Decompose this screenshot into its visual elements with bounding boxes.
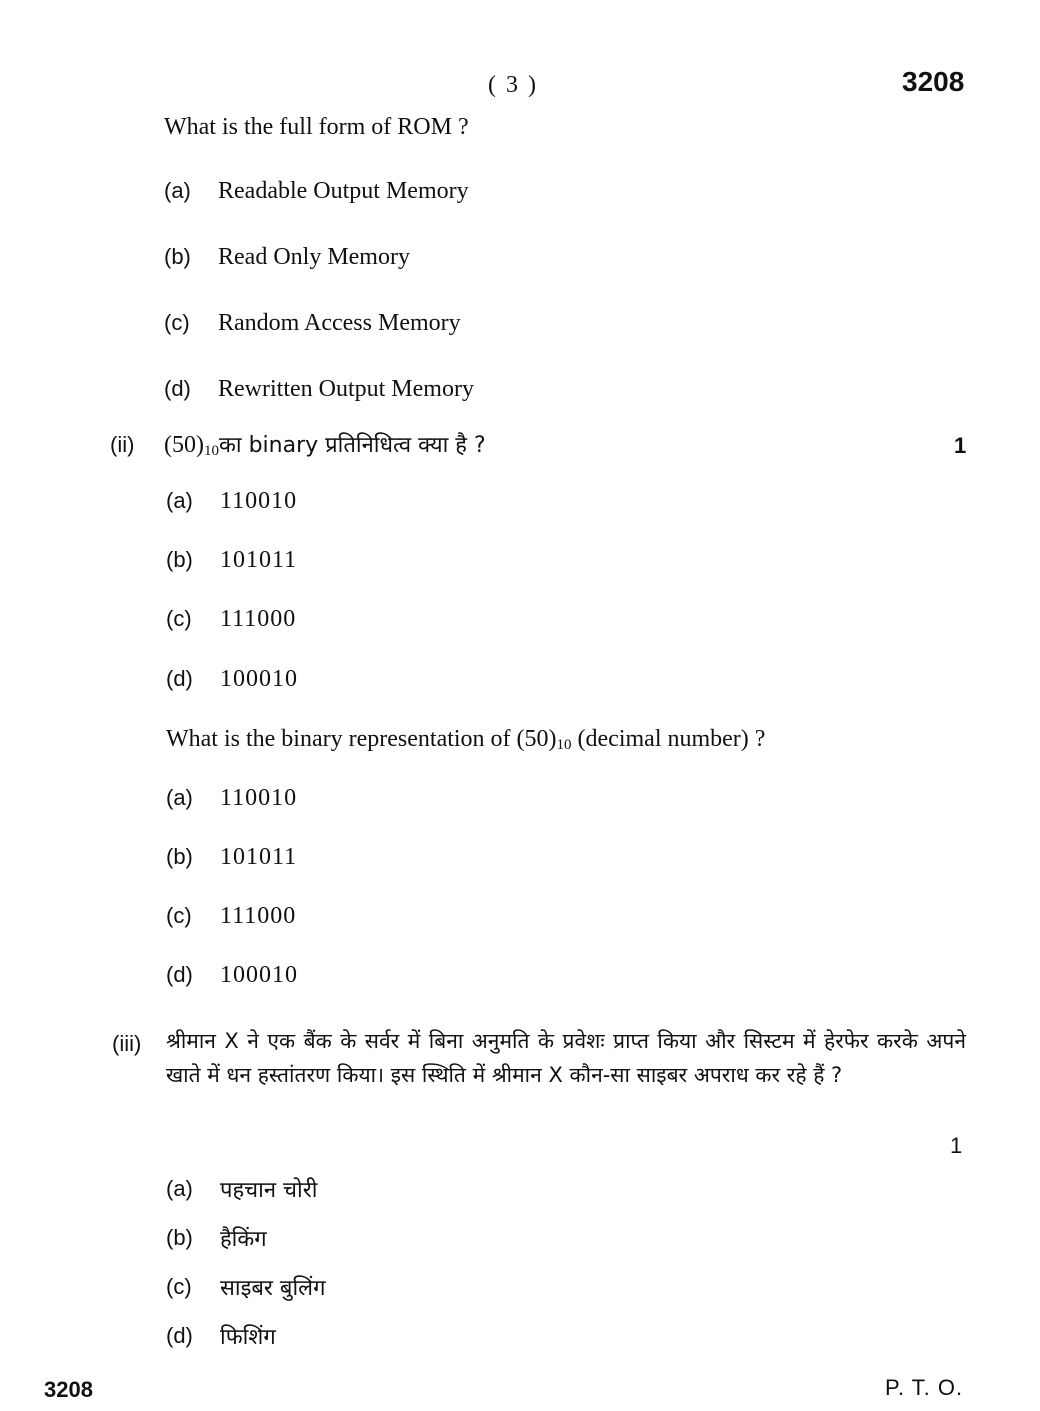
q2-en-rest: (decimal number) ?	[571, 726, 766, 752]
q2-en-prefix: What is the binary representation of (50)	[166, 726, 557, 752]
q1-option-d	[164, 376, 764, 408]
option-text: Readable Output Memory	[218, 178, 469, 204]
q2-hi-prefix: (50)	[164, 432, 204, 458]
option-text: Random Access Memory	[218, 310, 461, 336]
option-text: 100010	[220, 666, 298, 692]
q2-hi-option-d	[166, 666, 766, 698]
option-text: साइबर बुलिंग	[220, 1276, 326, 1301]
option-label: (a)	[164, 178, 191, 203]
q3-option-b	[166, 1223, 766, 1255]
q1-option-b	[164, 244, 764, 276]
paper-code-header: 3208	[902, 66, 965, 97]
option-label: (a)	[166, 785, 193, 810]
option-label: (c)	[164, 310, 190, 335]
q2-question-en	[166, 726, 765, 754]
q2-hi-option-b	[166, 547, 766, 579]
option-text: हैकिंग	[220, 1227, 267, 1252]
option-label: (b)	[166, 844, 193, 869]
option-text: 111000	[220, 606, 297, 632]
option-label: (d)	[166, 1323, 193, 1348]
pto-label: P. T. O.	[885, 1375, 964, 1400]
q2-hi-rest: का binary प्रतिनिधित्व क्या है ?	[218, 433, 486, 458]
q2-en-subscript: 10	[556, 737, 572, 753]
q2-en-option-d	[166, 962, 766, 994]
option-text: पहचान चोरी	[220, 1178, 318, 1203]
option-text: Read Only Memory	[218, 244, 410, 270]
option-text: 110010	[220, 785, 298, 811]
option-label: (c)	[166, 606, 192, 631]
option-label: (a)	[166, 488, 193, 513]
option-label: (b)	[166, 1225, 193, 1250]
q3-option-d	[166, 1321, 766, 1353]
option-label: (c)	[166, 903, 192, 928]
q3-option-c	[166, 1272, 766, 1304]
q1-option-c	[164, 310, 764, 342]
option-text: 101011	[220, 547, 298, 573]
option-text: 101011	[220, 844, 298, 870]
q2-question-hi	[164, 429, 486, 460]
q2-hi-option-c	[166, 606, 766, 638]
q1-option-a	[164, 178, 764, 210]
q3-marks: 1	[950, 1133, 963, 1158]
paper-code-footer: 3208	[44, 1377, 93, 1402]
q2-marks: 1	[954, 433, 967, 458]
option-label: (a)	[166, 1176, 193, 1201]
q2-hi-option-a	[166, 488, 766, 520]
option-text: फिशिंग	[220, 1325, 276, 1350]
q3-question-hi: श्रीमान X ने एक बैंक के सर्वर में बिना अनुमति के प्रवेशः प्राप्त किया और सिस्टम में हेरफेर करके अपने खाते में धन हस्तांतरण किया। इस स्थिति में श्रीमान X कौन-सा साइबर अपराध कर रहे हैं ?	[166, 1029, 966, 1087]
q3-option-a	[166, 1174, 766, 1206]
q1-question-en: What is the full form of ROM ?	[164, 114, 469, 140]
page-number: ( 3 )	[488, 72, 538, 98]
q2-en-option-a	[166, 785, 766, 817]
option-label: (d)	[166, 962, 193, 987]
q2-number: (ii)	[110, 432, 135, 457]
option-label: (b)	[164, 244, 191, 269]
option-label: (c)	[166, 1274, 192, 1299]
option-label: (b)	[166, 547, 193, 572]
q3-number: (iii)	[112, 1031, 142, 1056]
option-text: 100010	[220, 962, 298, 988]
q2-en-option-c	[166, 903, 766, 935]
option-label: (d)	[164, 376, 191, 401]
option-text: Rewritten Output Memory	[218, 376, 474, 402]
q2-en-option-b	[166, 844, 766, 876]
option-text: 110010	[220, 488, 298, 514]
q2-hi-subscript: 10	[203, 443, 219, 459]
option-text: 111000	[220, 903, 297, 929]
option-label: (d)	[166, 666, 193, 691]
